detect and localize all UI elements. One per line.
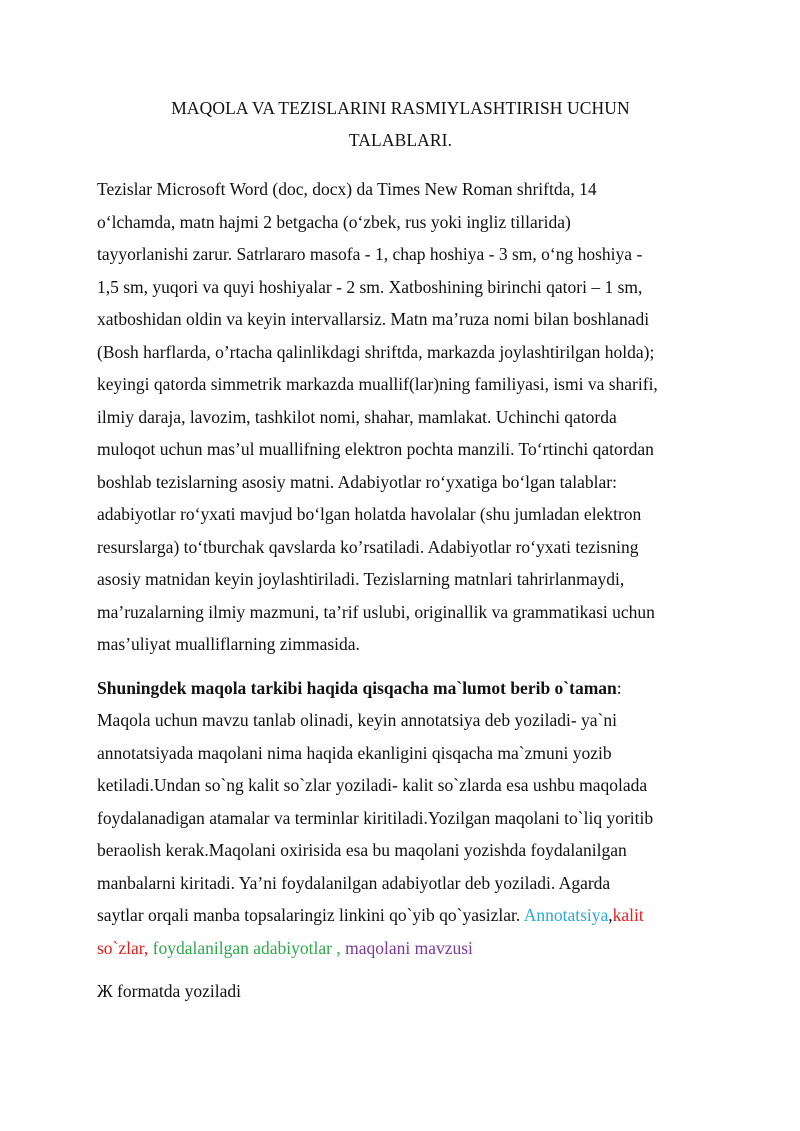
article-structure-paragraph: [97, 672, 707, 965]
plain-text: saytlar orqali manba topsalaringiz linkini qo`yib qo`yasizlar.: [97, 905, 524, 925]
text-line: xatboshidan oldin va keyin intervallarsiz. Matn ma’ruza nomi bilan boshlanadi: [97, 309, 650, 329]
format-note: [97, 975, 707, 1008]
text-line: ma’ruzalarning ilmiy mazmuni, ta’rif uslubi, originallik va grammatikasi uchun: [97, 601, 655, 622]
text-line: ketiladi.Undan so`ng kalit so`zlar yoziladi- kalit so`zlarda esa ushbu maqolada: [97, 775, 648, 795]
annotatsiya-highlight: Annotatsiya: [523, 905, 609, 925]
text-line: tayyorlanishi zarur. Satrlararo masofa - 1, chap hoshiya - 3 sm, o‘ng hoshiya -: [97, 244, 643, 264]
text-line: [97, 672, 707, 705]
text-line: muloqot uchun mas’ul muallifning elektron pochta manzili. To‘rtinchi qatordan: [97, 439, 654, 459]
text-line: [97, 899, 707, 932]
text-line: keyingi qatorda simmetrik markazda muallif(lar)ning familiyasi, ismi va sharifi,: [97, 374, 658, 394]
title-line-2: TALABLARI.: [348, 130, 453, 150]
colon-text: :: [616, 677, 622, 698]
foydalanilgan-highlight: foydalanilgan adabiyotlar ,: [148, 937, 341, 958]
bold-lead-text: Shuningdek maqola tarkibi haqida qisqacha ma`lumot berib o`taman: [97, 677, 617, 698]
requirements-paragraph: [97, 173, 707, 661]
text-line: boshlab tezislarning asosiy matni. Adabiyotlar ro‘yxatiga bo‘lgan talablar:: [97, 471, 618, 492]
text-line: Maqola uchun mavzu tanlab olinadi, keyin annotatsiya deb yoziladi- ya`ni: [97, 710, 617, 730]
text-line: Tezislar Microsoft Word (doc, docx) da Times New Roman shriftda, 14: [97, 179, 597, 199]
sozlar-highlight: so`zlar,: [97, 937, 149, 958]
text-line: o‘lchamda, matn hajmi 2 betgacha (o‘zbek, rus yoki ingliz tillarida): [97, 211, 571, 232]
comma-text: ,: [608, 905, 613, 925]
text-line: resurslarga) to‘tburchak qavslarda ko’rsatiladi. Adabiyotlar ro‘yxati tezisning: [97, 536, 639, 557]
text-line: adabiyotlar ro‘yxati mavjud bo‘lgan holatda havolalar (shu jumladan elektron: [97, 504, 642, 524]
text-line: beraolish kerak.Maqolani oxirisida esa bu maqolani yozishda foydalanilgan: [97, 840, 627, 860]
text-line: [97, 932, 707, 965]
text-line: Ж formatda yoziladi: [97, 981, 241, 1001]
text-line: annotatsiyada maqolani nima haqida ekanligini qisqacha ma`zmuni yozib: [97, 742, 612, 763]
text-line: asosiy matnidan keyin joylashtiriladi. Tezislarning matnlari tahrirlanmaydi,: [97, 569, 625, 589]
text-line: mas’uliyat mualliflarning zimmasida.: [97, 634, 360, 654]
text-line: ilmiy daraja, lavozim, tashkilot nomi, shahar, mamlakat. Uchinchi qatorda: [97, 406, 617, 427]
mavzusi-highlight: maqolani mavzusi: [340, 937, 473, 958]
title-line-1: MAQOLA VA TEZISLARINI RASMIYLASHTIRISH UCHUN: [171, 98, 630, 118]
document-title: [97, 92, 704, 156]
text-line: manbalarni kiritadi. Ya’ni foydalanilgan adabiyotlar deb yoziladi. Agarda: [97, 872, 611, 893]
text-line: 1,5 sm, yuqori va quyi hoshiyalar - 2 sm. Xatboshining birinchi qatori – 1 sm,: [97, 276, 643, 297]
kalit-highlight: kalit: [612, 905, 644, 925]
text-line: (Bosh harflarda, o’rtacha qalinlikdagi shriftda, markazda joylashtirilgan holda);: [97, 341, 655, 362]
text-line: foydalanadigan atamalar va terminlar kiritiladi.Yozilgan maqolani to`liq yoritib: [97, 807, 654, 828]
